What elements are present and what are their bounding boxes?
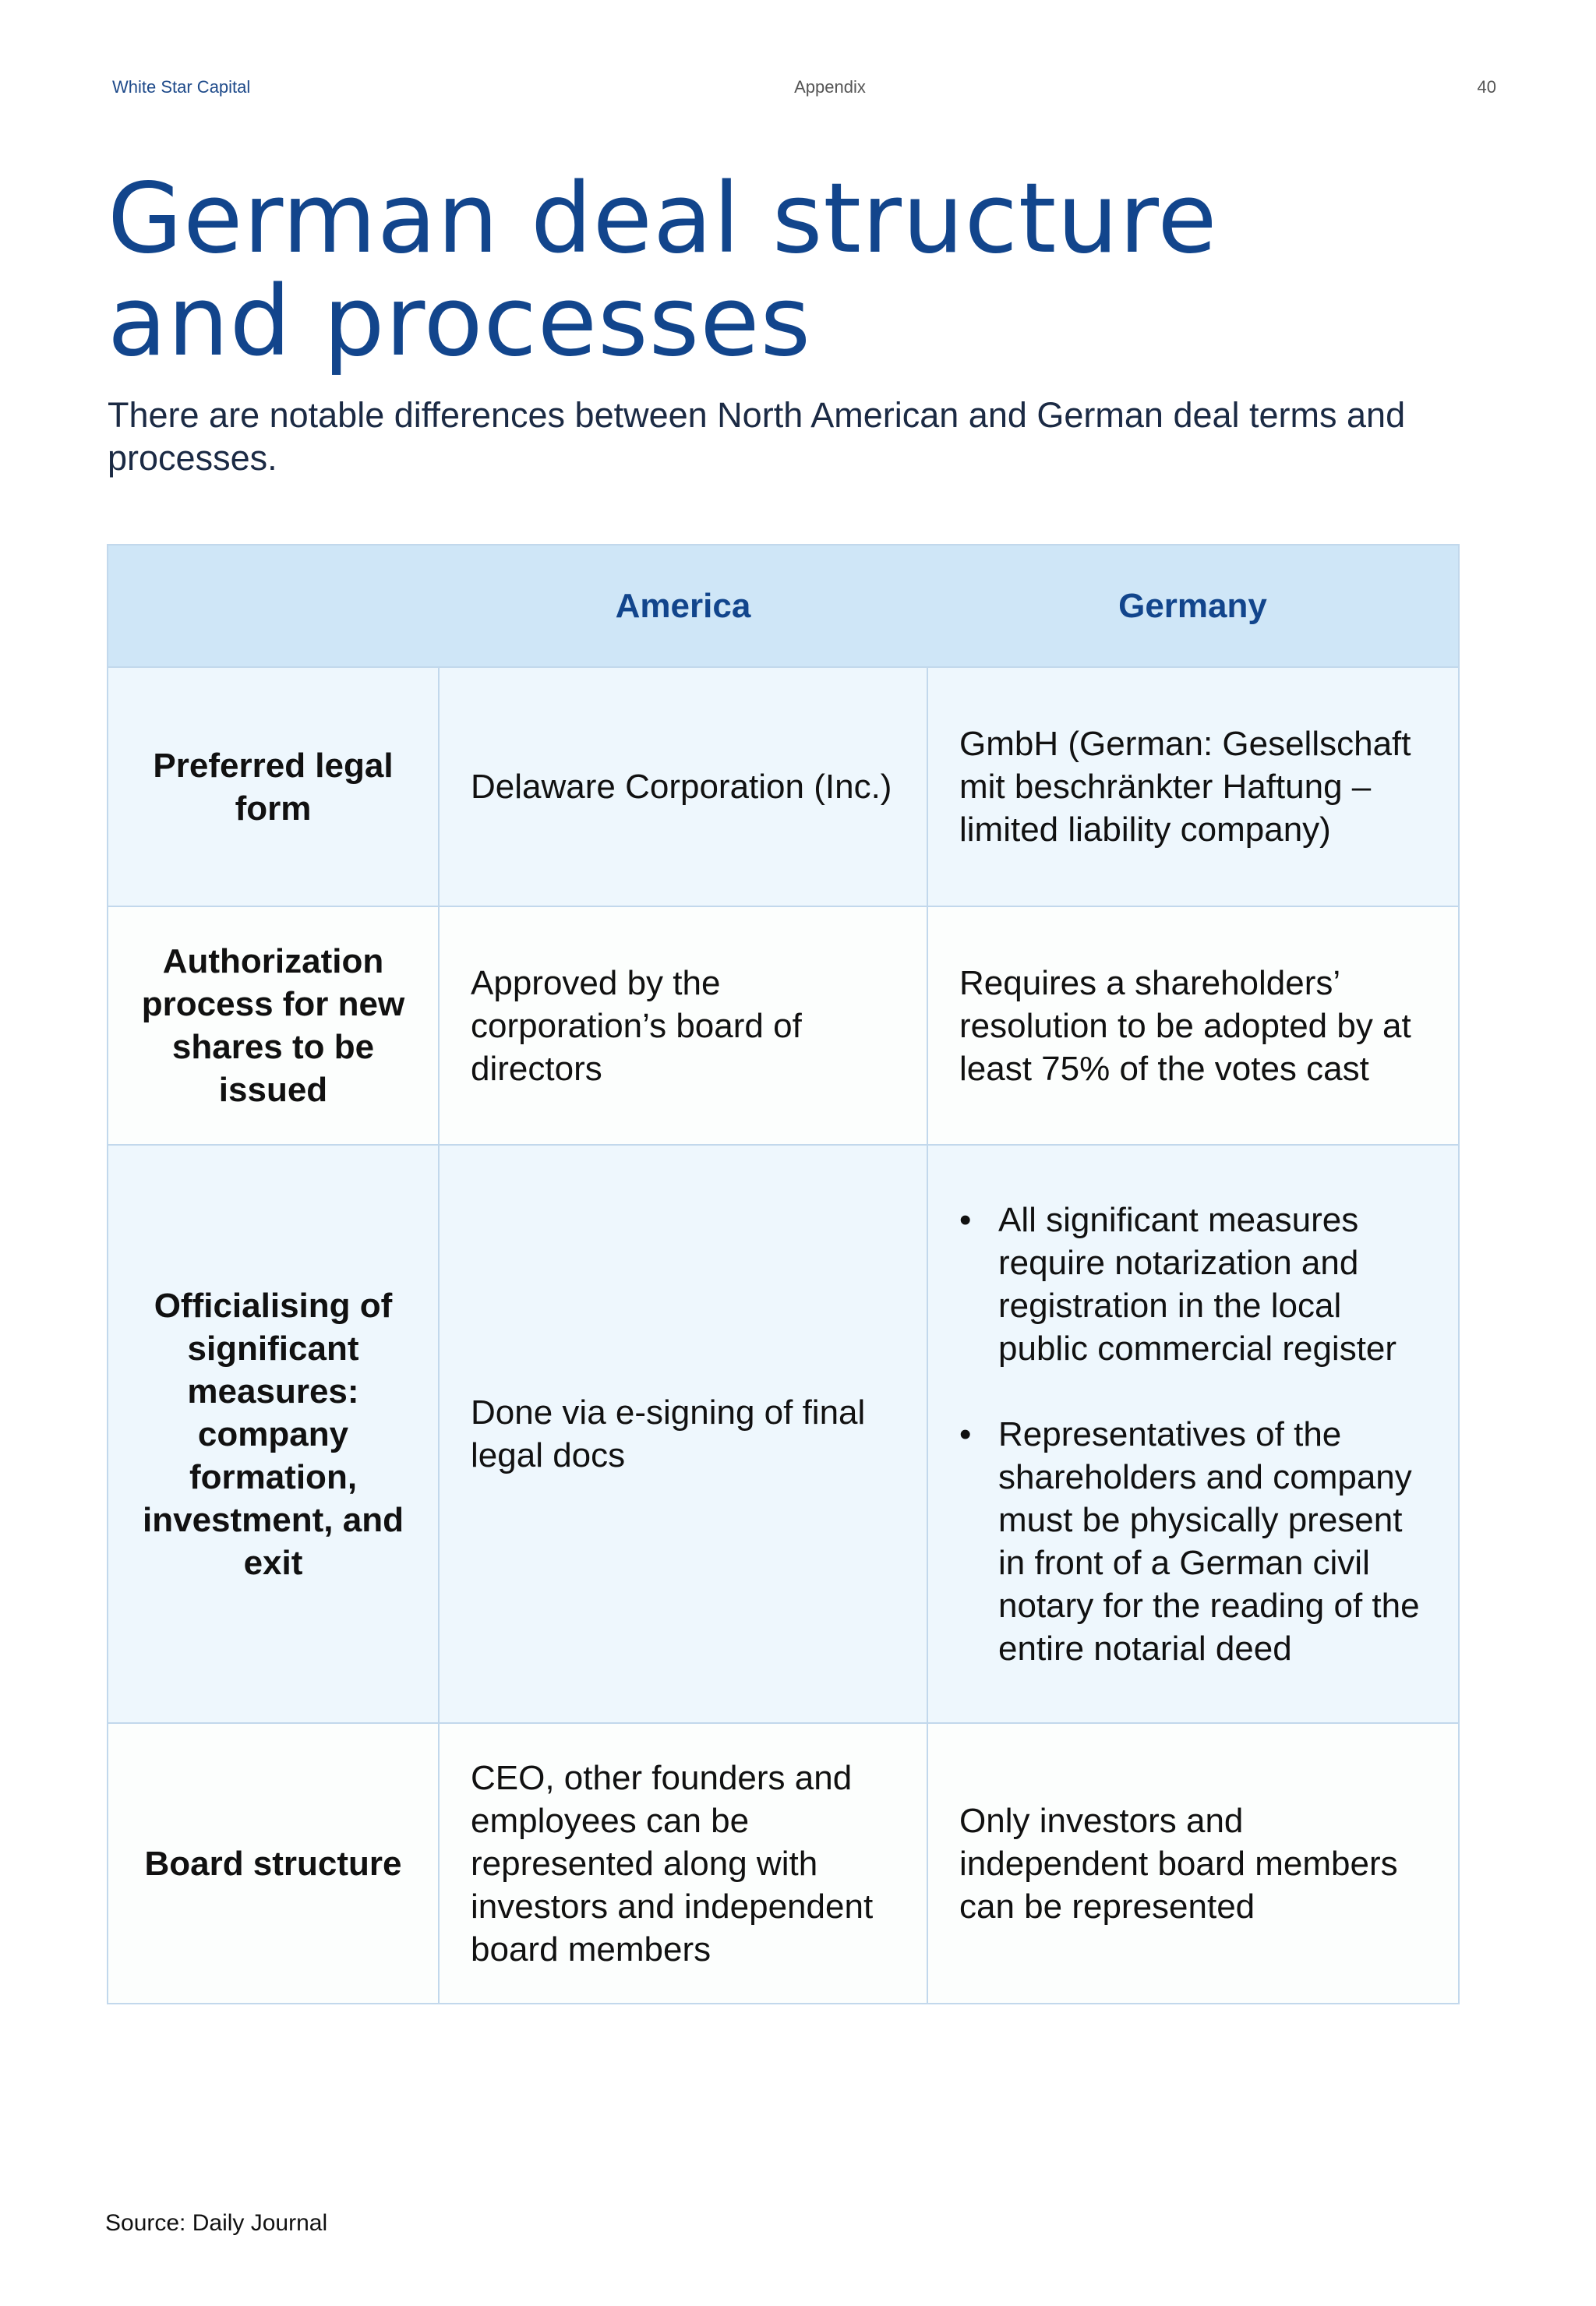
table-header bbox=[108, 545, 1459, 667]
list-item: • All significant measures require notarization and registration in the local public commercial register bbox=[998, 1199, 1427, 1370]
america-cell: CEO, other founders and employees can be represented along with investors and independent board members bbox=[439, 1723, 927, 2004]
germany-cell: GmbH (German: Gesellschaft mit beschränkter Haftung – limited liability company) bbox=[927, 667, 1459, 906]
america-cell: Approved by the corporation’s board of directors bbox=[439, 906, 927, 1145]
row-label: Officialising of significant measures: company formation, investment, and exit bbox=[108, 1145, 439, 1723]
germany-cell: Only investors and independent board members can be represented bbox=[927, 1723, 1459, 2004]
page-number: 40 bbox=[1477, 77, 1496, 97]
germany-cell: Requires a shareholders’ resolution to be adopted by at least 75% of the votes cast bbox=[927, 906, 1459, 1145]
table-row bbox=[108, 906, 1459, 1145]
column-header-empty bbox=[108, 545, 439, 667]
germany-cell bbox=[927, 1145, 1459, 1723]
table-row bbox=[108, 1145, 1459, 1723]
column-header-germany: Germany bbox=[927, 545, 1459, 667]
section-label: Appendix bbox=[794, 77, 866, 97]
america-cell: Delaware Corporation (Inc.) bbox=[439, 667, 927, 906]
header-row bbox=[108, 545, 1459, 667]
page-subtitle: There are notable differences between North American and German deal terms and processes. bbox=[108, 395, 1406, 478]
brand-name: White Star Capital bbox=[112, 77, 251, 97]
row-label: Board structure bbox=[108, 1723, 439, 2004]
row-label: Authorization process for new shares to be issued bbox=[108, 906, 439, 1145]
germany-bullet-list bbox=[959, 1199, 1427, 1670]
table-row bbox=[108, 667, 1459, 906]
comparison-table bbox=[107, 544, 1460, 2004]
list-item: • Representatives of the shareholders and company must be physically present in front of a German civil notary for the reading of the entire notarial deed bbox=[998, 1413, 1427, 1670]
source-note: Source: Daily Journal bbox=[105, 2210, 328, 2236]
america-cell: Done via e-signing of final legal docs bbox=[439, 1145, 927, 1723]
table-row bbox=[108, 1723, 1459, 2004]
row-label: Preferred legal form bbox=[108, 667, 439, 906]
page-title: German deal structure and processes bbox=[108, 163, 1218, 378]
column-header-america: America bbox=[439, 545, 927, 667]
